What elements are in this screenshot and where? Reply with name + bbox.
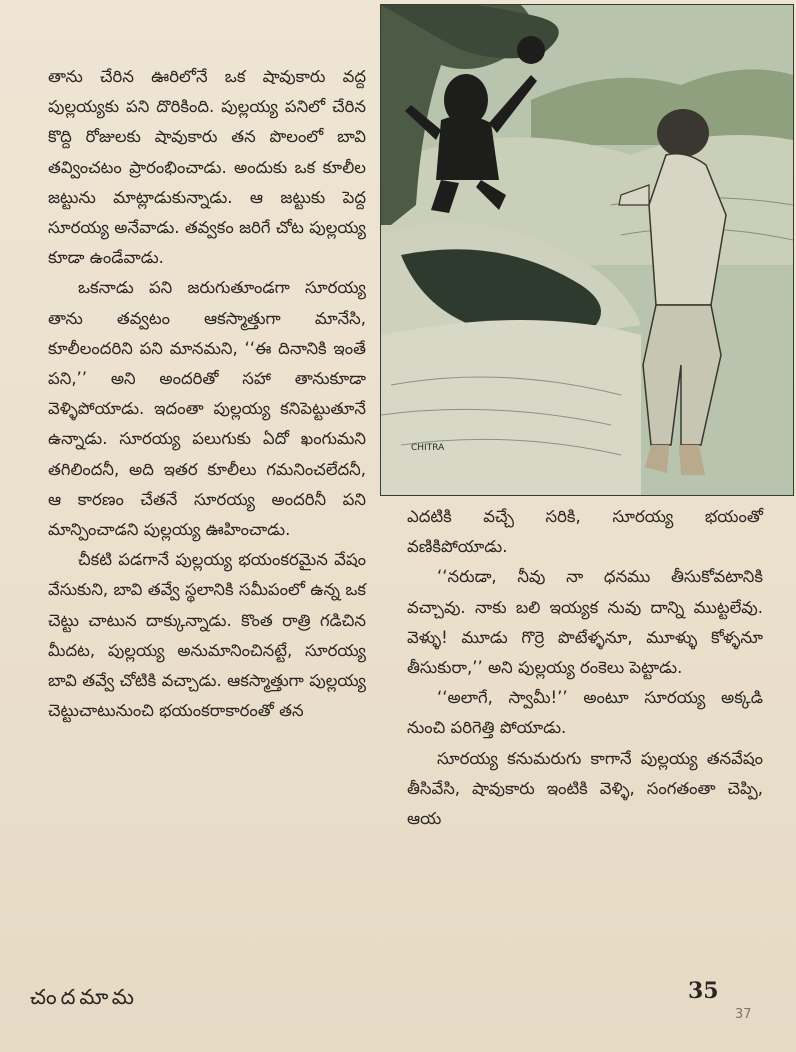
magazine-name: చందమామ bbox=[30, 985, 138, 1009]
paragraph: తాను చేరిన ఊరిలోనే ఒక షావుకారు వద్ద పుల్లయ్యకు పని దొరికింది. పుల్లయ్య పనిలో చేరిన కొద్ది రోజులకు షావుకారు తన పొలంలో బావి తవ్వించటం ప్రారంభించాడు. అందుకు ఒక కూలీల జట్టును మాట్లాడుకున్నాడు. ఆ జట్టుకు పెద్ద సూరయ్య అనేవాడు. తవ్వకం జరిగే చోట పుల్లయ్య కూడా ఉండేవాడు. bbox=[48, 67, 366, 268]
pencil-note: 37 bbox=[735, 1007, 752, 1022]
right-column-text bbox=[407, 502, 763, 834]
paragraph: ‘‘నరుడా, నీవు నా ధనము తీసుకోవటానికి వచ్చావు. నాకు బలి ఇయ్యక నువు దాన్ని ముట్టలేవు. వెళ్ళు! మూడు గొర్రె పొటేళ్ళనూ, మూళ్ళు కోళ్ళనూ తీసుకురా,’’ అని పుల్లయ్య రంకెలు పెట్టాడు. bbox=[407, 567, 763, 678]
paragraph: ఒకనాడు పని జరుగుతూండగా సూరయ్య తాను తవ్వటం ఆకస్మాత్తుగా మానేసి, కూలీలందరిని పని మానమని, ‘‘ఈ దినానికి ఇంతే పని,’’ అని అందరితో సహా తానుకూడా వెళ్ళిపోయాడు. ఇదంతా పుల్లయ్య కనిపెట్టుతూనే ఉన్నాడు. సూరయ్య పలుగుకు ఏదో ఖంగుమని తగిలిందనీ, అది ఇతర కూలీలు గమనించలేదనీ, ఆ కారణం చేతనే సూరయ్య అందరినీ పని మాన్పించాడని పుల్లయ్య ఊహించాడు. bbox=[48, 278, 366, 540]
paragraph: సూరయ్య కనుమరుగు కాగానే పుల్లయ్య తనవేషం తీసివేసి, షావుకారు ఇంటికి వెళ్ళి, సంగతంతా చెప్పి, ఆయ bbox=[407, 748, 763, 829]
illustration-drawing bbox=[381, 5, 793, 495]
paragraph: ‘‘అలాగే, స్వామీ!’’ అంటూ సూరయ్య అక్కడి నుంచి పరిగెత్తి పోయాడు. bbox=[407, 688, 763, 738]
paragraph: ఎదటికి వచ్చే సరికి, సూరయ్య భయంతో వణికిపోయాడు. bbox=[407, 507, 763, 557]
story-illustration bbox=[380, 4, 794, 496]
left-column-text bbox=[48, 62, 366, 726]
paragraph: చీకటి పడగానే పుల్లయ్య భయంకరమైన వేషం వేసుకుని, బావి తవ్వే స్థలానికి సమీపంలో ఉన్న ఒక చెట్టు చాటున దాక్కున్నాడు. కొంత రాత్రి గడిచిన మీదట, పుల్లయ్య అనుమానించినట్టే, సూరయ్య బావి తవ్వే చోటికి వచ్చాడు. ఆకస్మాత్తుగా పుల్లయ్య చెట్టుచాటునుంచి భయంకరాకారంతో తన bbox=[48, 550, 366, 721]
page-number: 35 bbox=[688, 978, 719, 1004]
artist-signature: CHITRA bbox=[411, 443, 445, 453]
